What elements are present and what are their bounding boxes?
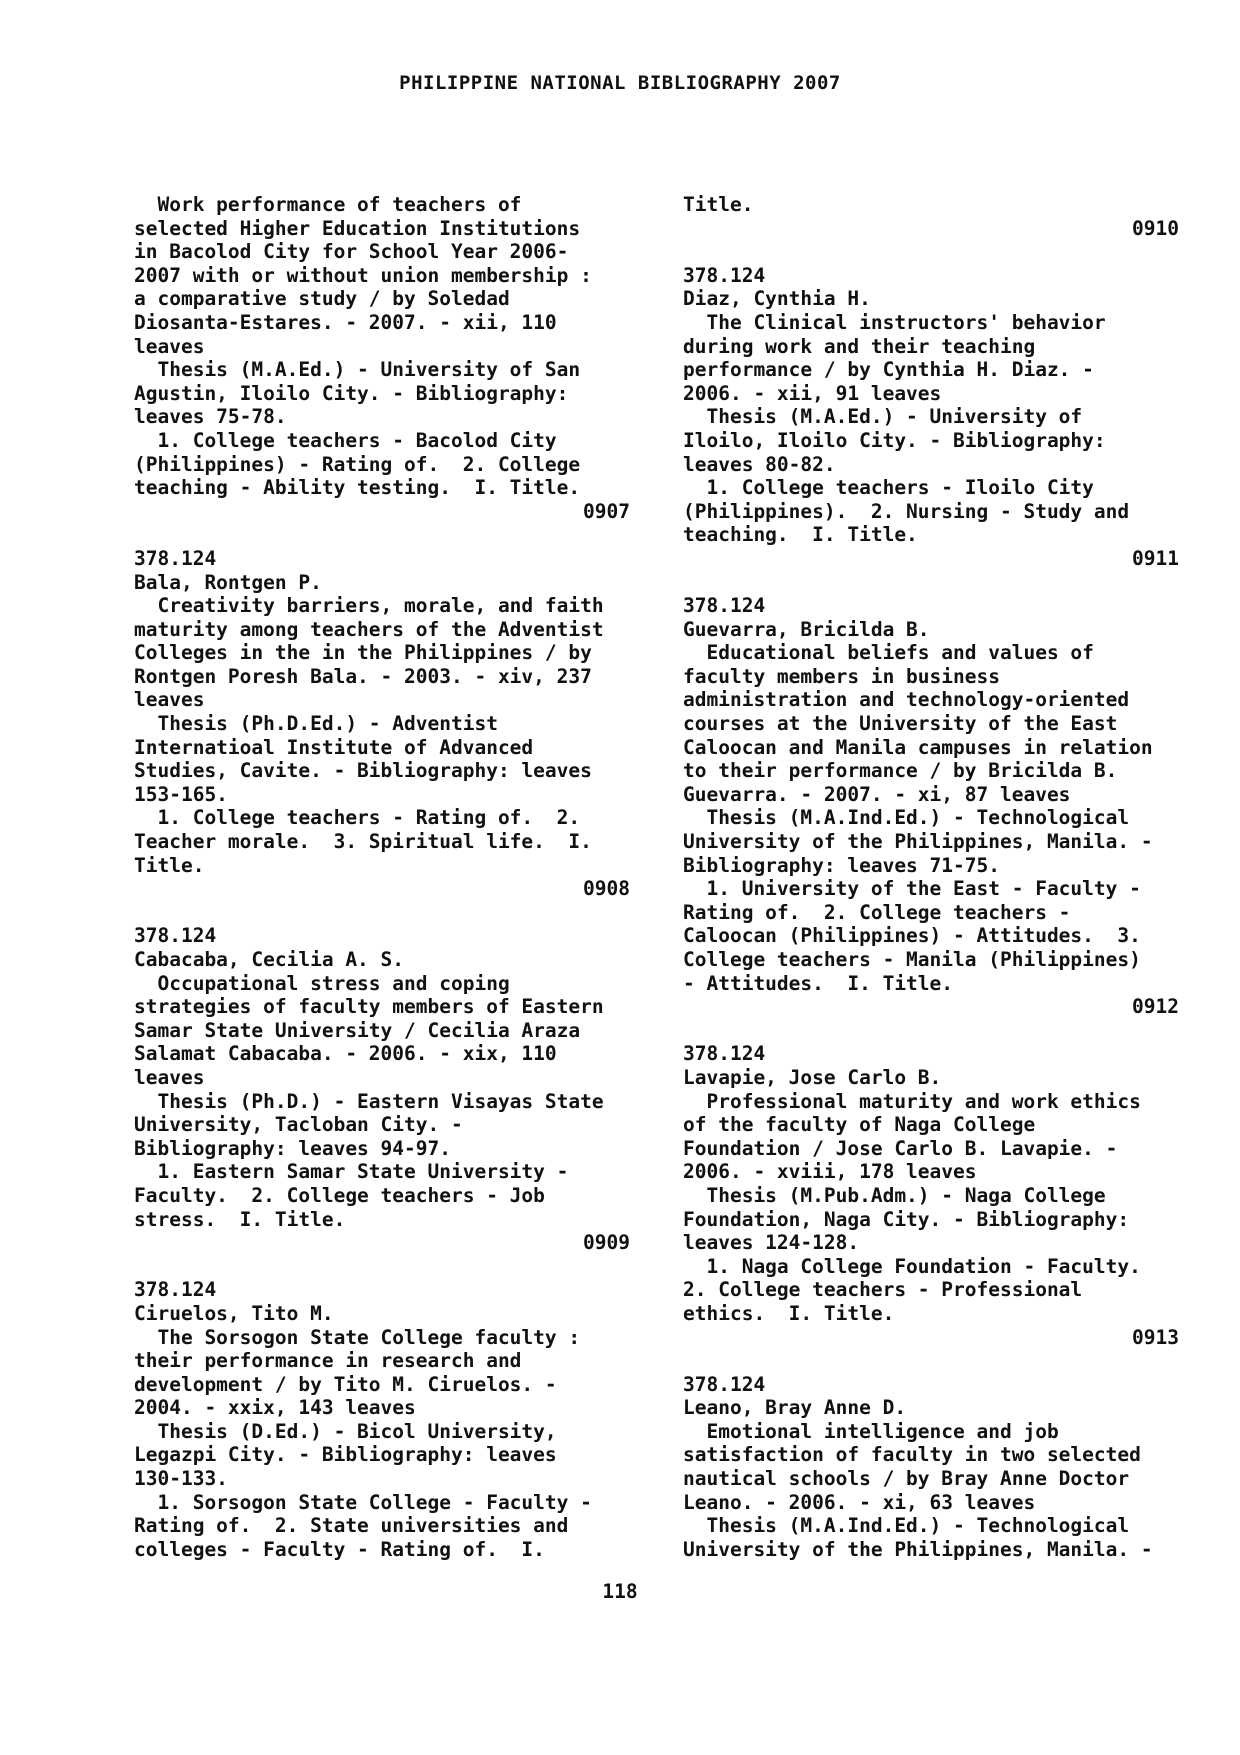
text-line: 378.124 [683,1042,766,1066]
page-header: PHILIPPINE NATIONAL BIBLIOGRAPHY 2007 [399,72,841,94]
blank-line [683,571,1179,595]
text-line: Title. [683,193,754,216]
text-line: Faculty. 2. College teachers - Job [134,1183,545,1207]
text-line: Bibliography: leaves 94-97. [134,1136,451,1160]
text-line: ethics. I. Title. [683,1301,895,1325]
text-line: their performance in research and [134,1349,522,1373]
text-line: 378.124 [683,594,766,618]
text-line: during work and their teaching [683,334,1036,358]
text-line: Emotional intelligence and job [683,1419,1059,1443]
text-line: Thesis (M.A.Ind.Ed.) - Technological [683,806,1130,830]
text-line: Lavapie, Jose Carlo B. [683,1065,942,1089]
text-line: Internatioal Institute of Advanced [134,735,534,759]
text-line: Caloocan (Philippines) - Attitudes. 3. [683,924,1141,948]
text-line: 378.124 [134,924,217,948]
text-line: of the faculty of Naga College [683,1113,1036,1137]
text-line: 378.124 [134,546,217,570]
text-line: 378.124 [134,1278,217,1302]
text-line: Salamat Cabacaba. - 2006. - xix, 110 [134,1042,557,1066]
entry-number: 0911 [1132,546,1179,570]
text-line: 1. College teachers - Bacolod City [134,428,557,452]
text-line: leaves 80-82. [683,452,836,476]
blank-line [683,1349,1179,1373]
blank-line [134,1255,630,1279]
text-line: Title. [134,853,205,877]
text-line: Teacher morale. 3. Spiritual life. I. [134,830,592,854]
text-line: Legazpi City. - Bibliography: leaves [134,1443,557,1467]
text-line: 130-133. [134,1467,228,1491]
text-line: Diaz, Cynthia H. [683,287,871,311]
text-line: 1. Sorsogon State College - Faculty - [134,1490,592,1514]
text-line: 1. College teachers - Iloilo City [683,476,1094,500]
text-line: The Sorsogon State College faculty : [134,1325,581,1349]
text-line: strategies of faculty members of Eastern [134,995,604,1019]
text-line: (Philippines). 2. Nursing - Study and [683,499,1130,523]
text-line: Studies, Cavite. - Bibliography: leaves [134,759,592,783]
text-line: Work performance of teachers of [134,193,522,216]
text-line: 378.124 [683,263,766,287]
text-line: faculty members in business [683,664,1000,688]
text-line: Thesis (M.A.Ed.) - University of San [134,358,581,382]
text-line: Bala, Rontgen P. [134,570,322,594]
text-line: nautical schools / by Bray Anne Doctor [683,1467,1130,1491]
blank-line [134,901,630,925]
page-number: 118 [602,1580,638,1603]
entry-number: 0908 [583,877,630,901]
text-line: Creativity barriers, morale, and faith [134,594,604,618]
text-line: 2006. - xii, 91 leaves [683,381,942,405]
text-line: Iloilo, Iloilo City. - Bibliography: [683,428,1106,452]
text-line: 1. College teachers - Rating of. 2. [134,806,581,830]
text-line: 1. University of the East - Faculty - [683,877,1141,901]
text-line: Ciruelos, Tito M. [134,1301,334,1325]
text-line: colleges - Faculty - Rating of. I. [134,1537,545,1561]
text-line: a comparative study / by Soledad [134,287,510,311]
text-line: development / by Tito M. Ciruelos. - [134,1372,557,1396]
text-line: University of the Philippines, Manila. - [683,830,1153,854]
text-line: Diosanta-Estares. - 2007. - xii, 110 [134,310,557,334]
entry-number: 0912 [1132,995,1179,1019]
text-line: to their performance / by Bricilda B. [683,759,1118,783]
text-line: Colleges in the in the Philippines / by [134,641,592,665]
text-line: leaves 124-128. [683,1231,860,1255]
text-line: selected Higher Education Institutions [134,216,581,240]
text-line: Leano. - 2006. - xi, 63 leaves [683,1490,1036,1514]
text-line: Thesis (Ph.D.) - Eastern Visayas State [134,1089,604,1113]
text-line: Educational beliefs and values of [683,641,1094,665]
text-line: Leano, Bray Anne D. [683,1396,907,1420]
text-line: Cabacaba, Cecilia A. S. [134,948,405,971]
text-line: - Attitudes. I. Title. [683,971,954,995]
text-line: Thesis (M.A.Ed.) - University of [683,405,1083,429]
text-line: 1. Eastern Samar State University - [134,1160,569,1184]
text-line: 153-165. [134,782,228,806]
text-line: Thesis (D.Ed.) - Bicol University, [134,1419,557,1443]
text-line: University, Tacloban City. - [134,1113,463,1137]
text-line: Thesis (Ph.D.Ed.) - Adventist [134,712,498,736]
text-line: 2007 with or without union membership : [134,263,592,287]
text-line: 2006. - xviii, 178 leaves [683,1160,977,1184]
text-line: performance / by Cynthia H. Diaz. - [683,358,1094,382]
text-line: leaves [134,1065,205,1089]
text-line: Occupational stress and coping [134,971,510,995]
left-column [134,193,630,1561]
text-line: Foundation / Jose Carlo B. Lavapie. - [683,1136,1118,1160]
text-line: 378.124 [683,1372,766,1396]
text-line: The Clinical instructors' behavior [683,310,1106,334]
text-line: Bibliography: leaves 71-75. [683,853,1000,877]
text-line: leaves [134,334,205,358]
text-line: Agustin, Iloilo City. - Bibliography: [134,381,569,405]
text-line: 2. College teachers - Professional [683,1278,1083,1302]
text-line: in Bacolod City for School Year 2006- [134,240,569,264]
text-line: Foundation, Naga City. - Bibliography: [683,1207,1130,1231]
entry-number: 0909 [583,1231,630,1255]
text-line: Caloocan and Manila campuses in relation [683,735,1153,759]
text-line: teaching - Ability testing. I. Title. [134,476,581,500]
text-line: satisfaction of faculty in two selected [683,1443,1141,1467]
text-line: 2004. - xxix, 143 leaves [134,1396,416,1420]
text-line: administration and technology-oriented [683,688,1130,712]
entry-number: 0913 [1132,1325,1179,1349]
text-line: leaves [134,688,205,712]
text-line: Rating of. 2. State universities and [134,1514,569,1538]
text-line: 1. Naga College Foundation - Faculty. [683,1254,1141,1278]
blank-line [134,523,630,547]
text-line: Guevarra. - 2007. - xi, 87 leaves [683,782,1071,806]
text-line: Thesis (M.A.Ind.Ed.) - Technological [683,1514,1130,1538]
text-line: leaves 75-78. [134,405,287,429]
text-line: Professional maturity and work ethics [683,1089,1141,1113]
text-line: courses at the University of the East [683,712,1118,736]
text-line: Rating of. 2. College teachers - [683,900,1071,924]
blank-line [683,1019,1179,1043]
text-line: maturity among teachers of the Adventist [134,617,604,641]
text-line: College teachers - Manila (Philippines) [683,948,1141,971]
text-line: stress. I. Title. [134,1207,346,1231]
text-line: (Philippines) - Rating of. 2. College [134,452,581,476]
text-line: Guevarra, Bricilda B. [683,617,930,641]
text-line: Samar State University / Cecilia Araza [134,1018,581,1042]
text-line: Thesis (M.Pub.Adm.) - Naga College [683,1183,1106,1207]
blank-line [683,240,1179,264]
text-line: teaching. I. Title. [683,523,918,547]
entry-number: 0910 [1132,216,1179,240]
entry-number: 0907 [583,499,630,523]
right-column [683,193,1179,1561]
text-line: University of the Philippines, Manila. - [683,1537,1153,1561]
text-line: Rontgen Poresh Bala. - 2003. - xiv, 237 [134,664,592,688]
